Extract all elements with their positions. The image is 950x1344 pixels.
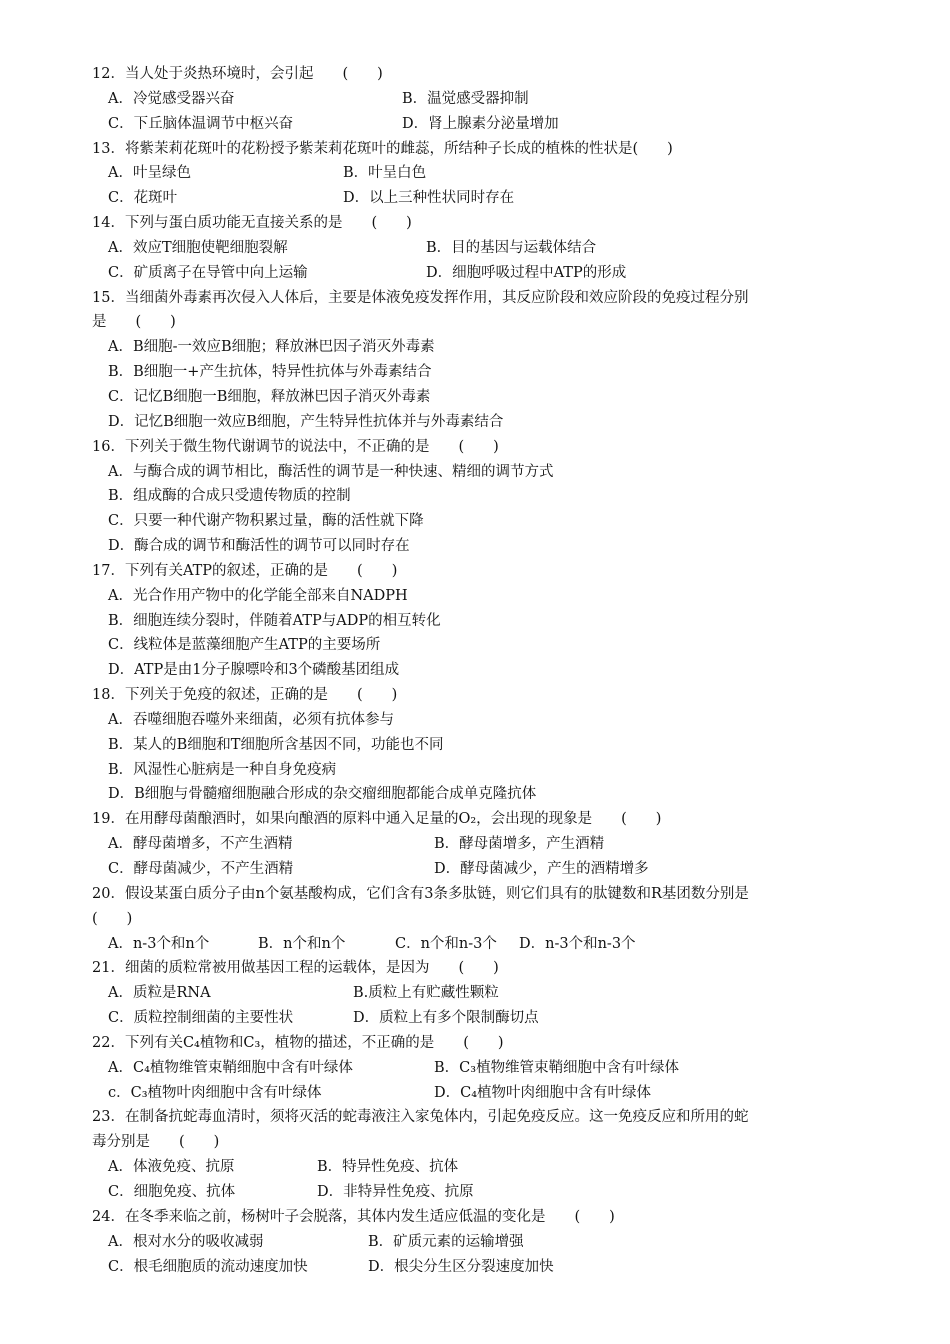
option-d: D．根尖分生区分裂速度加快: [368, 1258, 554, 1275]
question-16-option-d: D．酶合成的调节和酶活性的调节可以同时存在: [108, 538, 410, 555]
question-21-stem: 21．细菌的质粒常被用做基因工程的运载体，是因为 ( ): [92, 960, 499, 977]
option-a: A．根对水分的吸收减弱: [108, 1233, 264, 1250]
option-a: A．n-3个和n个: [108, 935, 210, 952]
question-13-stem: 13．将紫茉莉花斑叶的花粉授予紫茉莉花斑叶的雌蕊，所结种子长成的植株的性状是( ): [92, 140, 673, 157]
question-13-options-row-1: [92, 161, 872, 186]
question-24-options-row-2: [92, 1255, 872, 1280]
question-17-option-b: B．细胞连续分裂时，伴随着ATP与ADP的相互转化: [108, 612, 441, 629]
question-15-stem-cont: 是 ( ): [92, 314, 176, 331]
option-b: B．叶呈白色: [343, 165, 427, 182]
question-21-options-row-1: [92, 981, 872, 1006]
question-18-option-b2: B．风湿性心脏病是一种自身免疫病: [108, 761, 337, 778]
option-d: D．质粒上有多个限制酶切点: [353, 1010, 539, 1027]
option-c: C．n个和n-3个: [395, 935, 497, 952]
question-22-stem: 22．下列有关C₄植物和C₃，植物的描述，不正确的是 ( ): [92, 1034, 504, 1051]
option-b: B．温觉感受器抑制: [402, 90, 529, 107]
option-d: D．肾上腺素分泌量增加: [402, 115, 559, 132]
question-14-options-row-2: [92, 261, 872, 286]
question-16-option-a: A．与酶合成的调节相比，酶活性的调节是一种快速、精细的调节方式: [108, 463, 554, 480]
question-21-options-row-2: [92, 1006, 872, 1031]
option-d: D．酵母菌减少，产生的酒精增多: [434, 861, 649, 877]
question-22-options-row-1: [92, 1056, 872, 1081]
option-d: D．n-3个和n-3个: [519, 935, 636, 952]
option-a: A．质粒是RNA: [108, 985, 211, 1002]
question-12-stem: 12．当人处于炎热环境时，会引起 ( ): [92, 66, 383, 82]
question-17-option-a: A．光合作用产物中的化学能全部来自NADPH: [108, 587, 408, 604]
question-18-option-d: D．B细胞与骨髓瘤细胞融合形成的杂交瘤细胞都能合成单克隆抗体: [108, 786, 537, 803]
option-b: B．矿质元素的运输增强: [368, 1233, 524, 1250]
option-a: A．冷觉感受器兴奋: [108, 90, 235, 107]
question-17-option-d: D．ATP是由1分子腺嘌呤和3个磷酸基团组成: [108, 662, 400, 679]
option-a: A．叶呈绿色: [108, 165, 191, 182]
question-20-stem: 20．假设某蛋白质分子由n个氨基酸构成，它们含有3条多肽链，则它们具有的肽键数和R基团数分别是: [92, 885, 749, 902]
question-23-stem-cont: 毒分别是 ( ): [92, 1134, 220, 1151]
question-20-stem-cont: ( ): [92, 910, 133, 927]
question-15-stem: 15．当细菌外毒素再次侵入人体后，主要是体液免疫发挥作用，其反应阶段和效应阶段的免疫过程分别: [92, 289, 749, 306]
option-c: C．矿质离子在导管中向上运输: [108, 264, 308, 281]
question-19-options-row-1: [92, 832, 872, 857]
option-b: B．n个和n个: [258, 935, 346, 952]
option-c: C．下丘脑体温调节中枢兴奋: [108, 115, 294, 132]
option-b: B．特异性免疫、抗体: [317, 1159, 459, 1176]
option-c: C．细胞免疫、抗体: [108, 1183, 236, 1200]
question-24-stem: 24．在冬季来临之前，杨树叶子会脱落，其体内发生适应低温的变化是 ( ): [92, 1208, 615, 1225]
option-c: C．花斑叶: [108, 190, 178, 207]
question-16-option-b: B．组成酶的合成只受遗传物质的控制: [108, 488, 351, 505]
question-18-option-b: B．某人的B细胞和T细胞所含基因不同，功能也不同: [108, 736, 444, 753]
option-a: A．体液免疫、抗原: [108, 1159, 235, 1176]
option-a: A．效应T细胞使靶细胞裂解: [108, 239, 288, 256]
option-b: B．酵母菌增多，产生酒精: [434, 836, 605, 853]
option-c: C．根毛细胞质的流动速度加快: [108, 1258, 308, 1275]
option-b: B．目的基因与运载体结合: [426, 239, 597, 256]
exam-page: [92, 62, 872, 1279]
option-c: C．酵母菌减少，不产生酒精: [108, 861, 294, 877]
option-a: A．C₄植物维管束鞘细胞中含有叶绿体: [108, 1059, 353, 1076]
question-12-options-row-1: [92, 87, 872, 112]
question-23-stem: 23．在制备抗蛇毒血清时，须将灭活的蛇毒液注入家兔体内，引起免疫反应。这一免疫反应和所用的蛇: [92, 1109, 749, 1126]
question-24-options-row-1: [92, 1230, 872, 1255]
question-12-options-row-2: [92, 112, 872, 137]
question-14-stem: 14．下列与蛋白质功能无直接关系的是 ( ): [92, 215, 412, 232]
option-d: D．细胞呼吸过程中ATP的形成: [426, 264, 627, 281]
option-a: A．酵母菌增多，不产生酒精: [108, 836, 293, 853]
option-b: B．C₃植物维管束鞘细胞中含有叶绿体: [434, 1059, 680, 1076]
question-23-options-row-1: [92, 1155, 872, 1180]
question-16-option-c: C．只要一种代谢产物积累过量，酶的活性就下降: [108, 513, 424, 530]
option-d: D．C₄植物叶肉细胞中含有叶绿体: [434, 1084, 652, 1101]
question-20-options-row: [92, 932, 872, 957]
question-16-stem: 16．下列关于微生物代谢调节的说法中，不正确的是 ( ): [92, 438, 499, 455]
question-15-option-a: A．B细胞-一效应B细胞；释放淋巴因子消灭外毒素: [108, 339, 435, 356]
question-18-stem: 18．下列关于免疫的叙述，正确的是 ( ): [92, 687, 398, 704]
question-15-option-d: D．记忆B细胞一效应B细胞，产生特异性抗体并与外毒素结合: [108, 413, 504, 430]
question-14-options-row-1: [92, 236, 872, 261]
question-15-option-b: B．B细胞一+产生抗体，特异性抗体与外毒素结合: [108, 364, 432, 381]
option-c: C．质粒控制细菌的主要性状: [108, 1010, 294, 1027]
question-23-options-row-2: [92, 1180, 872, 1205]
question-17-option-c: C．线粒体是蓝藻细胞产生ATP的主要场所: [108, 637, 381, 654]
option-d: D．以上三种性状同时存在: [343, 190, 515, 207]
option-b: B.质粒上有贮藏性颗粒: [353, 985, 499, 1002]
question-19-options-row-2: [92, 857, 872, 882]
question-18-option-a: A．吞噬细胞吞噬外来细菌，必须有抗体参与: [108, 711, 394, 728]
question-17-stem: 17．下列有关ATP的叙述，正确的是 ( ): [92, 562, 398, 579]
option-c: c．C₃植物叶肉细胞中含有叶绿体: [108, 1084, 322, 1101]
option-d: D．非特异性免疫、抗原: [317, 1183, 474, 1200]
question-19-stem: 19．在用酵母菌酿酒时，如果向酿酒的原料中通入足量的O₂，会出现的现象是 ( ): [92, 811, 662, 828]
question-22-options-row-2: [92, 1081, 872, 1106]
question-15-option-c: C．记忆B细胞一B细胞，释放淋巴因子消灭外毒素: [108, 388, 431, 405]
question-13-options-row-2: [92, 186, 872, 211]
